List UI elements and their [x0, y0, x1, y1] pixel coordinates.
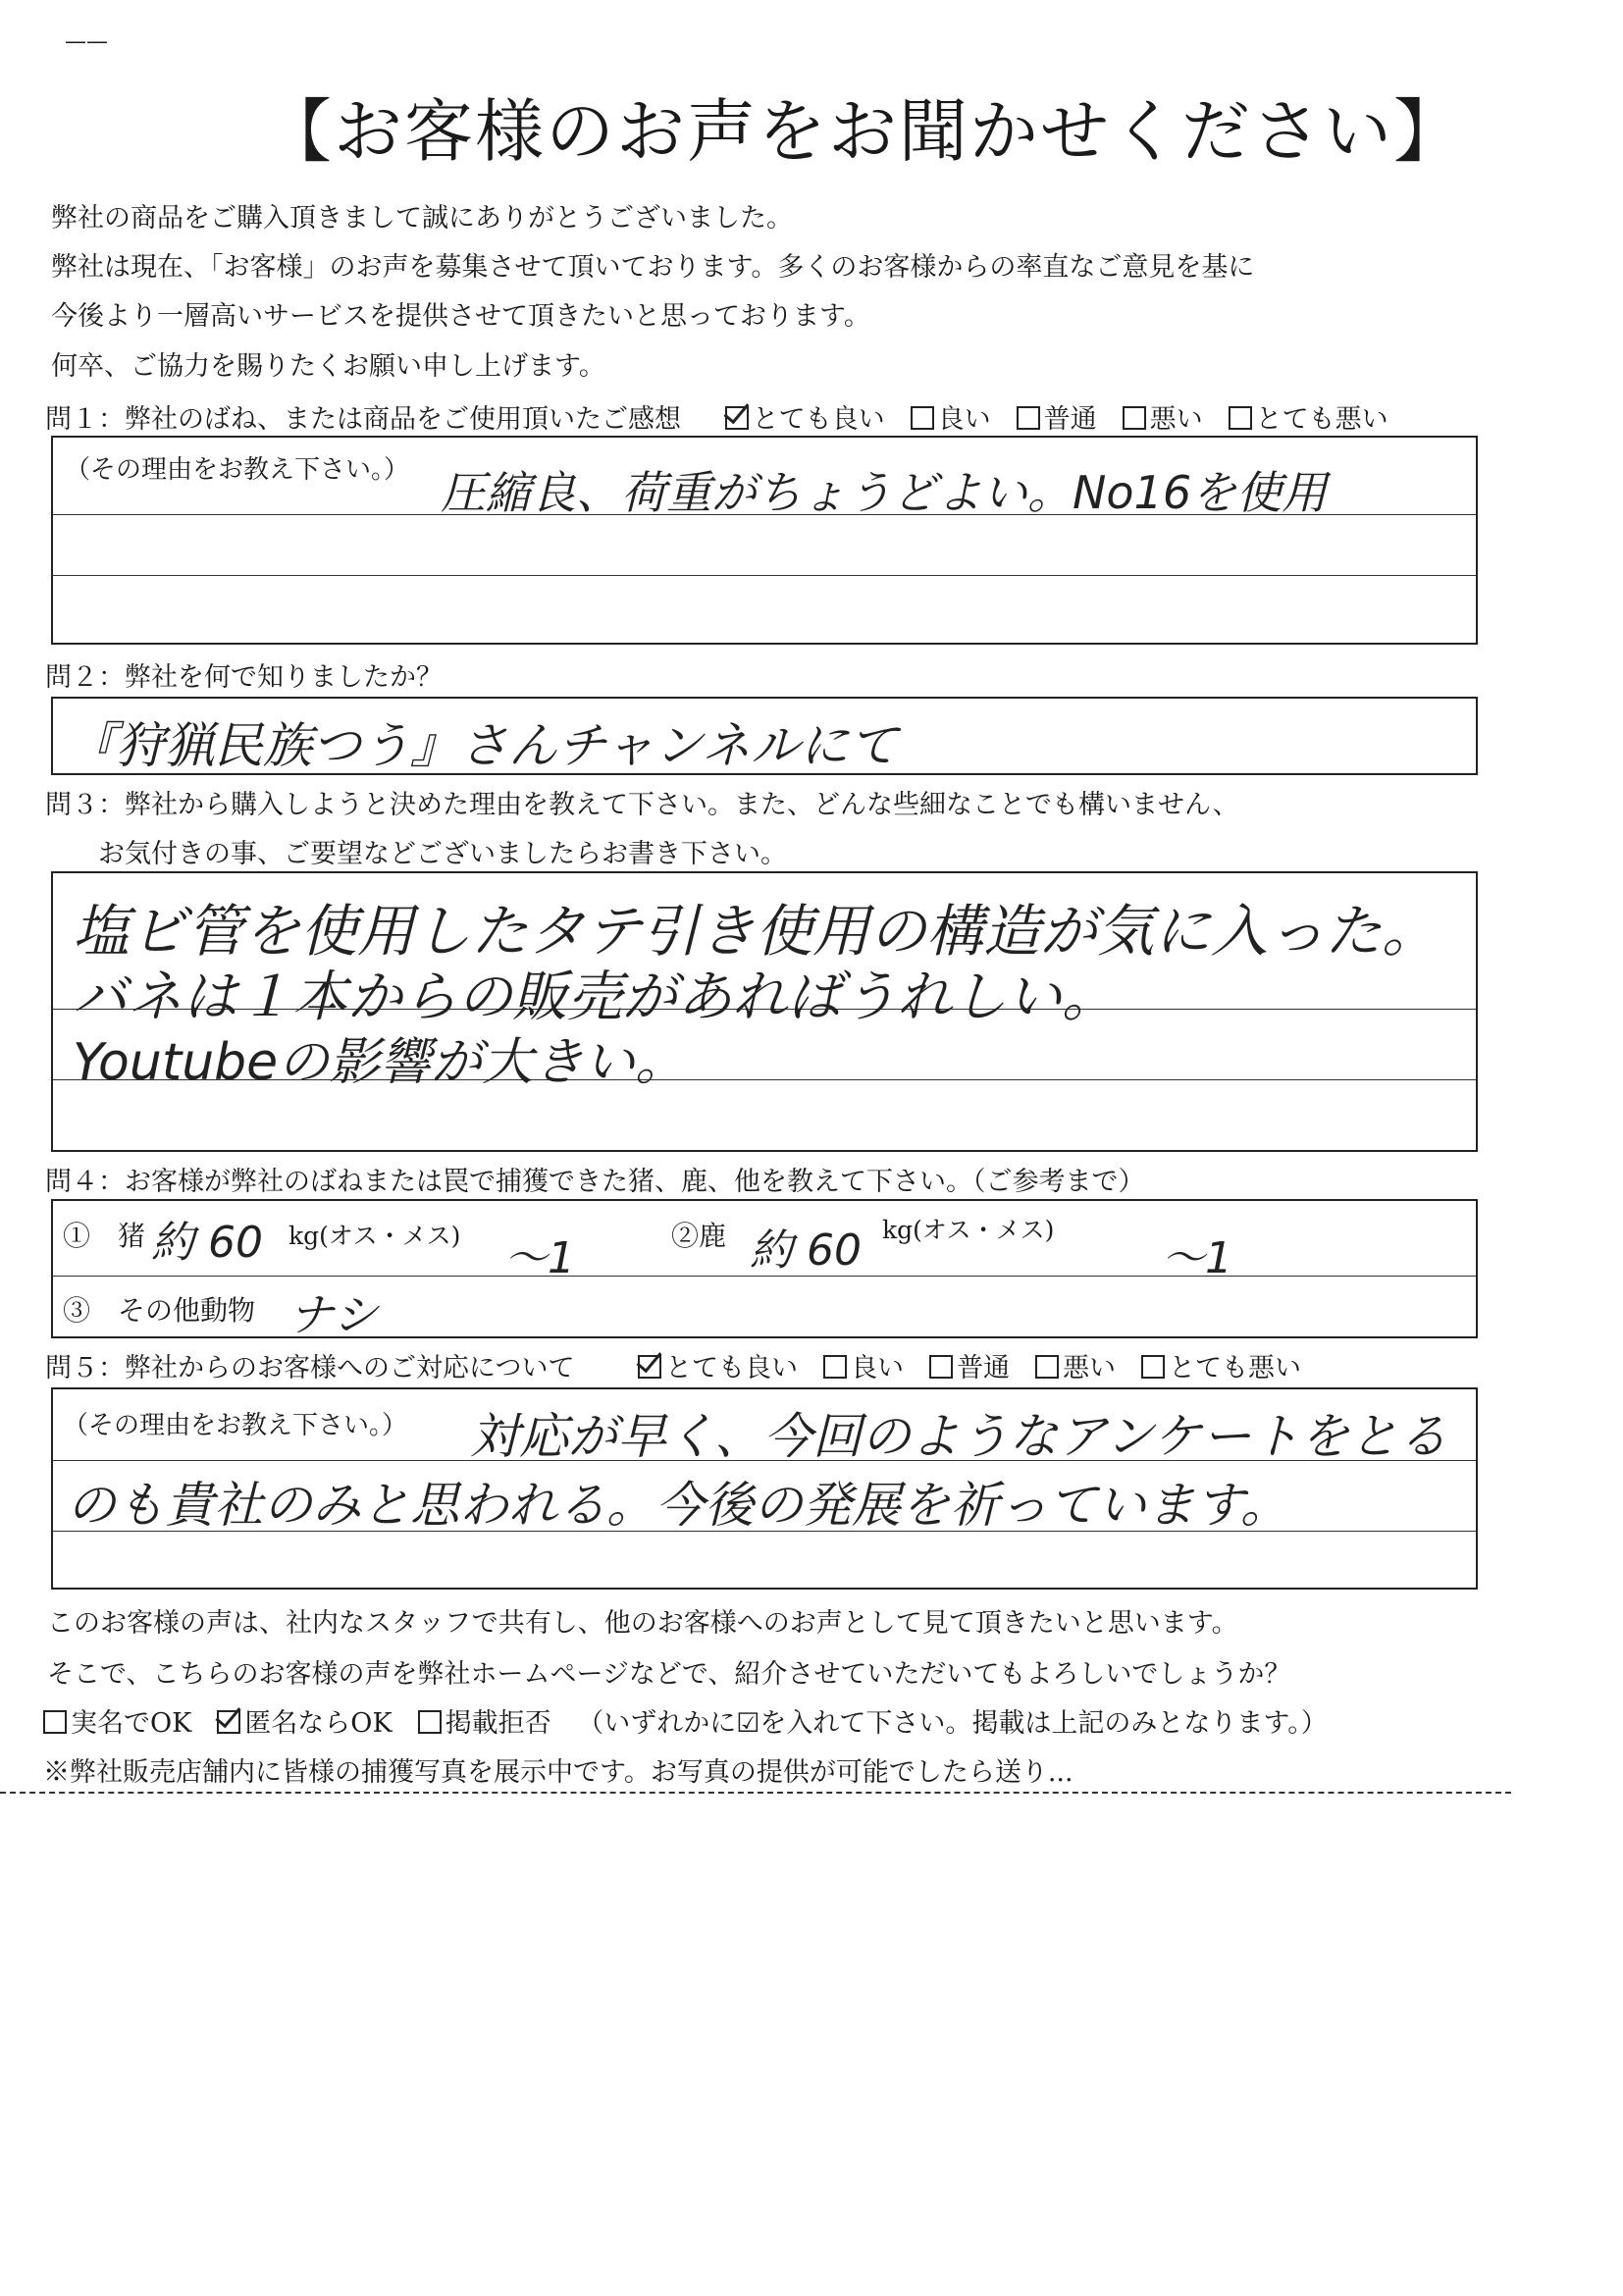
q5-question-row: [45, 1346, 1301, 1384]
corner-mark: ——: [65, 29, 108, 54]
intro-line-1: 弊社の商品をご購入頂きまして誠にありがとうございました。: [51, 203, 793, 234]
consent-option-label: 匿名ならOK: [244, 1708, 393, 1739]
q1-option-1[interactable]: [725, 397, 885, 436]
q5-checkbox-1[interactable]: [638, 1355, 661, 1379]
q1-question: 問１：弊社のばね、または商品をご使用頂いたご感想: [45, 404, 681, 435]
q5-checkbox-4[interactable]: [1035, 1355, 1059, 1379]
q5-checkbox-2[interactable]: [823, 1355, 847, 1379]
q1-option-label: とても悪い: [1255, 404, 1388, 435]
q2-answer-box: [51, 697, 1478, 775]
q4-deer-weight: 約 60: [750, 1226, 862, 1276]
q5-answer-line-2: のも貴社のみと思われる。今後の発展を祈っています。: [67, 1477, 1289, 1534]
consent-note: （いずれかに☑を入れて下さい。掲載は上記のみとなります。）: [577, 1708, 1328, 1739]
q3-question-line-2: お気付きの事、ご要望などございましたらお書き下さい。: [98, 839, 787, 869]
q1-option-5[interactable]: [1229, 397, 1388, 436]
q1-option-3[interactable]: [1017, 397, 1097, 436]
cut-line: [0, 1792, 1511, 1794]
q5-option-label: とても悪い: [1169, 1353, 1302, 1383]
q5-answer-box: [51, 1387, 1478, 1590]
q1-option-2[interactable]: [911, 397, 991, 436]
q4-boar-weight: 約 60: [151, 1218, 263, 1268]
consent-row: [43, 1701, 1328, 1740]
intro-line-2: 弊社は現在、「お客様」のお声を募集させて頂いております。多くのお客様からの率直なご意見を基に: [51, 252, 1255, 283]
q4-boar-count: ～1: [504, 1233, 575, 1283]
q2-question: 問２：弊社を何で知りましたか？: [45, 662, 443, 693]
q5-option-3[interactable]: [929, 1346, 1010, 1384]
q5-option-5[interactable]: [1141, 1346, 1301, 1384]
q1-option-label: 良い: [937, 404, 991, 435]
page-title: 【お客様のお声をお聞かせください】: [263, 91, 1464, 172]
q3-answer-box: [51, 871, 1478, 1152]
q1-checkbox-3[interactable]: [1017, 406, 1040, 430]
q5-options: [612, 1353, 1301, 1383]
q4-other-value: ナシ: [288, 1288, 379, 1341]
q3-answer-line-1: 塩ビ管を使用したタテ引き使用の構造が気に入った。: [73, 898, 1440, 965]
consent-checkbox-2[interactable]: [217, 1710, 240, 1734]
q5-option-label: 良い: [851, 1353, 905, 1383]
consent-checkbox-1[interactable]: [43, 1710, 67, 1734]
q4-other-label: ③ その他動物: [63, 1294, 256, 1327]
q5-question: 問５：弊社からのお客様へのご対応について: [45, 1353, 575, 1383]
consent-option-label: 実名でOK: [71, 1708, 192, 1739]
q1-checkbox-2[interactable]: [911, 406, 934, 430]
q1-checkbox-1[interactable]: [725, 406, 749, 430]
q5-option-1[interactable]: [638, 1346, 798, 1384]
q1-answer-box: [51, 436, 1478, 645]
q1-checkbox-5[interactable]: [1229, 406, 1252, 430]
q1-option-label: 悪い: [1149, 404, 1203, 435]
consent-option-3[interactable]: [418, 1701, 551, 1740]
q4-deer-label: ②鹿: [671, 1220, 727, 1252]
q4-boar-label: ① 猪: [63, 1220, 146, 1252]
q1-option-4[interactable]: [1123, 397, 1203, 436]
q1-options: [700, 404, 1388, 435]
q5-option-label: 悪い: [1063, 1353, 1117, 1383]
q3-answer-line-3: Youtubeの影響が大きい。: [73, 1033, 687, 1092]
q1-reason-prompt: （その理由をお教え下さい。）: [65, 455, 410, 485]
consent-checkbox-3[interactable]: [418, 1710, 442, 1734]
intro-line-3: 今後より一層高いサービスを提供させて頂きたいと思っております。: [51, 301, 870, 332]
photo-note: ※弊社販売店舗内に皆様の捕獲写真を展示中です。お写真の提供が可能でしたら送り...: [43, 1757, 1073, 1788]
q3-question-line-1: 問３：弊社から購入しようと決めた理由を教えて下さい。また、どんな些細なことでも構いません、: [45, 790, 1239, 820]
consent-options: [43, 1708, 551, 1739]
q4-deer-unit: kg(オス・メス): [882, 1216, 1055, 1244]
consent-option-2[interactable]: [217, 1701, 392, 1740]
consent-option-1[interactable]: [43, 1701, 191, 1740]
q1-checkbox-4[interactable]: [1123, 406, 1146, 430]
q1-answer: 圧縮良、荷重がちょうどよい。No16を使用: [441, 466, 1328, 519]
q5-checkbox-5[interactable]: [1141, 1355, 1165, 1379]
q5-option-label: 普通: [957, 1353, 1011, 1383]
q5-option-2[interactable]: [823, 1346, 904, 1384]
q5-option-4[interactable]: [1035, 1346, 1116, 1384]
footer-line-2: そこで、こちらのお客様の声を弊社ホームページなどで、紹介させていただいてもよろしいでしょうか？: [47, 1659, 1291, 1690]
q5-option-label: とても良い: [665, 1353, 799, 1383]
q4-deer-count: ～1: [1162, 1233, 1232, 1283]
consent-option-label: 掲載拒否: [445, 1708, 551, 1739]
q1-option-label: とても良い: [752, 404, 885, 435]
q5-reason-prompt: （その理由をお教え下さい。）: [63, 1411, 408, 1440]
q4-boar-unit: kg(オス・メス): [288, 1222, 461, 1250]
footer-line-1: このお客様の声は、社内なスタッフで共有し、他のお客様へのお声として見て頂きたいと思います。: [47, 1608, 1238, 1639]
q1-question-row: [45, 397, 1388, 436]
q4-answer-box: [51, 1199, 1478, 1341]
q4-question: 問４：お客様が弊社のばねまたは罠で捕獲できた猪、鹿、他を教えて下さい。（ご参考まで）: [45, 1167, 1145, 1197]
q3-answer-line-2: バネは１本からの販売があればうれしい。: [73, 965, 1117, 1029]
q2-answer: 『狩猟民族つう』さんチャンネルにて: [67, 717, 898, 774]
q1-option-label: 普通: [1043, 404, 1097, 435]
q5-answer-line-1: 対応が早く、今回のようなアンケートをとる: [470, 1408, 1447, 1465]
q5-checkbox-3[interactable]: [929, 1355, 953, 1379]
intro-line-4: 何卒、ご協力を賜りたくお願い申し上げます。: [51, 351, 605, 382]
